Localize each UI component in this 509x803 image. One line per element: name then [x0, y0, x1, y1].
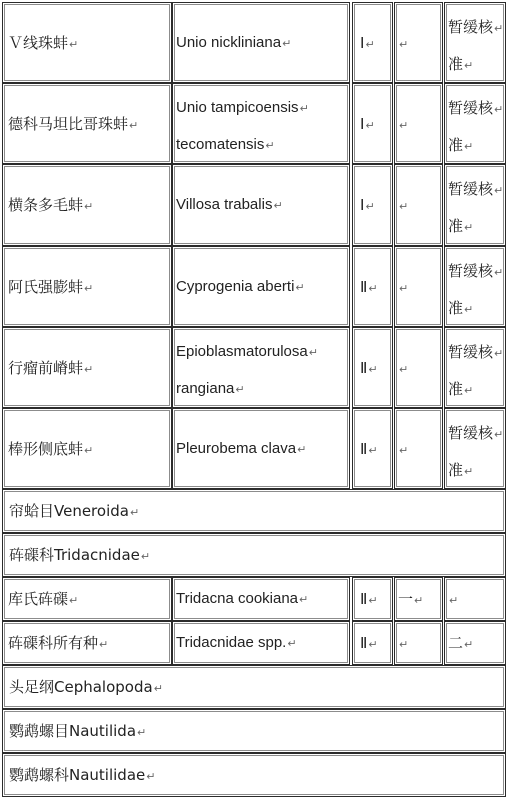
paragraph-mark-icon: ↵ — [365, 38, 375, 51]
paragraph-mark-icon: ↵ — [494, 103, 504, 116]
status-cell — [444, 621, 506, 665]
paragraph-mark-icon: ↵ — [365, 119, 375, 132]
latin-name — [176, 278, 305, 297]
status-value — [448, 136, 473, 156]
paragraph-mark-icon: ↵ — [129, 119, 139, 132]
taxon-label — [9, 766, 155, 786]
status-value — [448, 380, 473, 400]
status-cell — [444, 577, 506, 621]
chinese-name-text: 库氏砗磲 — [8, 590, 69, 608]
paragraph-mark-icon: ↵ — [494, 428, 504, 441]
taxon-cell — [2, 753, 506, 797]
latin-name-cell — [172, 2, 350, 83]
paragraph-mark-icon: ↵ — [399, 200, 409, 213]
taxon-label-text: 鹦鹉螺目Nautilida — [9, 722, 137, 740]
appendix-value-text: Ⅱ — [360, 359, 368, 377]
paragraph-mark-icon: ↵ — [368, 444, 378, 457]
paragraph-mark-icon: ↵ — [399, 38, 409, 51]
paragraph-mark-icon: ↵ — [464, 465, 474, 478]
paragraph-mark-icon: ↵ — [69, 38, 79, 51]
paragraph-mark-icon: ↵ — [449, 594, 459, 607]
status-value-text: 暂缓核 — [448, 99, 494, 117]
taxon-label-text: 帘蛤目Veneroida — [9, 502, 129, 520]
chinese-name-cell — [2, 246, 172, 327]
appendix-value — [360, 440, 378, 460]
paragraph-mark-icon: ↵ — [494, 22, 504, 35]
appendix-cell — [352, 164, 393, 246]
latin-name-text: Cyprogenia aberti — [176, 278, 295, 295]
latin-name-cell — [172, 164, 350, 246]
status-value — [448, 262, 503, 282]
status-value — [448, 461, 473, 481]
protection-level-cell — [394, 327, 443, 408]
status-value-text: 准 — [448, 380, 464, 398]
status-cell — [444, 408, 506, 489]
status-value — [448, 343, 503, 363]
chinese-name-text: 阿氏强膨蚌 — [8, 278, 84, 296]
appendix-value-text: Ⅰ — [360, 34, 365, 52]
paragraph-mark-icon: ↵ — [464, 303, 474, 316]
protection-level — [398, 115, 408, 135]
protection-level — [398, 34, 408, 54]
paragraph-mark-icon: ↵ — [464, 140, 474, 153]
protection-level — [398, 590, 423, 610]
paragraph-mark-icon: ↵ — [464, 221, 474, 234]
appendix-cell — [352, 408, 393, 489]
paragraph-mark-icon: ↵ — [235, 384, 245, 396]
latin-name-text: Pleurobema clava — [176, 440, 297, 457]
status-cell — [444, 246, 506, 327]
paragraph-mark-icon: ↵ — [265, 140, 275, 152]
appendix-value — [360, 278, 378, 298]
chinese-name-cell — [2, 327, 172, 408]
latin-name — [176, 136, 275, 155]
appendix-value-text: Ⅱ — [360, 590, 368, 608]
latin-name-text: Unio tampicoensis — [176, 99, 299, 116]
paragraph-mark-icon: ↵ — [129, 506, 140, 519]
latin-name-text: rangiana — [176, 380, 235, 397]
chinese-name — [8, 634, 108, 654]
protection-level — [398, 196, 408, 216]
paragraph-mark-icon: ↵ — [297, 444, 307, 456]
latin-name-text: Tridacna cookiana — [176, 590, 299, 607]
appendix-value — [360, 590, 378, 610]
protection-level-cell — [394, 577, 443, 621]
status-value — [448, 217, 473, 237]
paragraph-mark-icon: ↵ — [146, 770, 156, 783]
paragraph-mark-icon: ↵ — [69, 594, 79, 607]
status-cell — [444, 327, 506, 408]
chinese-name-text: Ｖ线珠蚌 — [8, 34, 69, 52]
taxon-cell — [2, 709, 506, 753]
latin-name-text: Tridacnidae spp. — [176, 634, 287, 651]
appendix-value-text: Ⅱ — [360, 440, 368, 458]
appendix-cell — [352, 2, 393, 83]
protection-level-cell — [394, 83, 443, 164]
appendix-value — [360, 34, 375, 54]
paragraph-mark-icon: ↵ — [299, 594, 309, 606]
status-cell — [444, 2, 506, 83]
chinese-name-text: 行瘤前嵴蚌 — [8, 359, 84, 377]
appendix-cell — [352, 621, 393, 665]
latin-name — [176, 34, 291, 53]
status-value-text: 准 — [448, 461, 464, 479]
taxon-label — [9, 722, 146, 742]
paragraph-mark-icon: ↵ — [494, 347, 504, 360]
latin-name-text: Epioblasmatorulosa — [176, 343, 308, 360]
status-value — [448, 424, 503, 444]
protection-level-cell — [394, 408, 443, 489]
status-value — [448, 634, 473, 654]
paragraph-mark-icon: ↵ — [464, 638, 474, 651]
paragraph-mark-icon: ↵ — [494, 266, 504, 279]
status-value-text: 暂缓核 — [448, 18, 494, 36]
latin-name — [176, 634, 297, 653]
status-value — [448, 180, 503, 200]
paragraph-mark-icon: ↵ — [84, 282, 94, 295]
appendix-cell — [352, 246, 393, 327]
latin-name — [176, 343, 318, 362]
taxon-label-text: 头足纲Cephalopoda — [9, 678, 153, 696]
latin-name — [176, 196, 283, 215]
chinese-name-text: 棒形侧底蚌 — [8, 440, 84, 458]
latin-name-text: tecomatensis — [176, 136, 265, 153]
chinese-name-cell — [2, 577, 172, 621]
chinese-name-cell — [2, 621, 172, 665]
paragraph-mark-icon: ↵ — [137, 726, 147, 739]
status-value-text: 准 — [448, 217, 464, 235]
status-value — [448, 299, 473, 319]
paragraph-mark-icon: ↵ — [464, 384, 474, 397]
protection-level-cell — [394, 246, 443, 327]
protection-level — [398, 634, 408, 654]
appendix-value — [360, 634, 378, 654]
paragraph-mark-icon: ↵ — [399, 638, 409, 651]
paragraph-mark-icon: ↵ — [84, 363, 94, 376]
chinese-name-text: 砗磲科所有种 — [8, 634, 99, 652]
status-value-text: 准 — [448, 299, 464, 317]
paragraph-mark-icon: ↵ — [494, 184, 504, 197]
paragraph-mark-icon: ↵ — [399, 282, 409, 295]
paragraph-mark-icon: ↵ — [84, 200, 94, 213]
latin-name-text: Unio nickliniana — [176, 34, 282, 51]
paragraph-mark-icon: ↵ — [140, 550, 151, 563]
chinese-name — [8, 440, 93, 460]
latin-name-cell — [172, 621, 350, 665]
latin-name-cell — [172, 408, 350, 489]
chinese-name-cell — [2, 2, 172, 83]
paragraph-mark-icon: ↵ — [368, 594, 378, 607]
paragraph-mark-icon: ↵ — [399, 444, 409, 457]
appendix-value — [360, 196, 375, 216]
status-value-text: 暂缓核 — [448, 180, 494, 198]
status-cell — [444, 83, 506, 164]
taxon-label-text: 鹦鹉螺科Nautilidae — [9, 766, 146, 784]
chinese-name-cell — [2, 408, 172, 489]
taxon-label-text: 砗磲科Tridacnidae — [9, 546, 140, 564]
paragraph-mark-icon: ↵ — [295, 282, 305, 294]
latin-name-cell — [172, 327, 350, 408]
paragraph-mark-icon: ↵ — [368, 638, 378, 651]
paragraph-mark-icon: ↵ — [153, 682, 163, 695]
appendix-value-text: Ⅰ — [360, 115, 365, 133]
appendix-value — [360, 359, 378, 379]
latin-name — [176, 380, 245, 399]
latin-name-cell — [172, 83, 350, 164]
protection-level — [398, 278, 408, 298]
chinese-name — [8, 278, 93, 298]
chinese-name-cell — [2, 164, 172, 246]
protection-level-cell — [394, 164, 443, 246]
status-value-text: 暂缓核 — [448, 343, 494, 361]
protection-level-cell — [394, 2, 443, 83]
chinese-name-text: 横条多毛蚌 — [8, 196, 84, 214]
latin-name — [176, 99, 309, 118]
latin-name — [176, 440, 306, 459]
taxon-label — [9, 546, 150, 566]
taxon-label — [9, 678, 163, 698]
status-value — [448, 590, 458, 610]
latin-name — [176, 590, 308, 609]
paragraph-mark-icon: ↵ — [99, 638, 109, 651]
chinese-name — [8, 34, 78, 54]
status-value — [448, 55, 473, 75]
taxon-cell — [2, 665, 506, 709]
paragraph-mark-icon: ↵ — [308, 347, 318, 359]
status-value-text: 准 — [448, 136, 464, 154]
chinese-name — [8, 359, 93, 379]
latin-name-cell — [172, 577, 350, 621]
status-value-text: 准 — [448, 55, 464, 73]
paragraph-mark-icon: ↵ — [368, 363, 378, 376]
paragraph-mark-icon: ↵ — [399, 363, 409, 376]
protection-level — [398, 359, 408, 379]
appendix-value-text: Ⅰ — [360, 196, 365, 214]
chinese-name — [8, 115, 138, 135]
status-value-text: 暂缓核 — [448, 424, 494, 442]
protection-level — [398, 440, 408, 460]
status-value-text: 二 — [448, 634, 464, 652]
paragraph-mark-icon: ↵ — [414, 594, 424, 607]
taxon-label — [9, 502, 139, 522]
protection-level-text: 一 — [398, 590, 414, 608]
chinese-name — [8, 590, 78, 610]
latin-name-cell — [172, 246, 350, 327]
paragraph-mark-icon: ↵ — [299, 103, 309, 115]
paragraph-mark-icon: ↵ — [368, 282, 378, 295]
status-cell — [444, 164, 506, 246]
chinese-name-text: 德科马坦比哥珠蚌 — [8, 115, 129, 133]
appendix-value-text: Ⅱ — [360, 634, 368, 652]
chinese-name-cell — [2, 83, 172, 164]
paragraph-mark-icon: ↵ — [464, 59, 474, 72]
status-value — [448, 99, 503, 119]
appendix-value — [360, 115, 375, 135]
paragraph-mark-icon: ↵ — [273, 200, 283, 212]
paragraph-mark-icon: ↵ — [84, 444, 94, 457]
appendix-cell — [352, 83, 393, 164]
taxon-cell — [2, 489, 506, 533]
appendix-cell — [352, 327, 393, 408]
paragraph-mark-icon: ↵ — [282, 38, 292, 50]
protection-level-cell — [394, 621, 443, 665]
taxon-cell — [2, 533, 506, 577]
paragraph-mark-icon: ↵ — [399, 119, 409, 132]
status-value — [448, 18, 503, 38]
paragraph-mark-icon: ↵ — [287, 638, 297, 650]
chinese-name — [8, 196, 93, 216]
appendix-cell — [352, 577, 393, 621]
status-value-text: 暂缓核 — [448, 262, 494, 280]
latin-name-text: Villosa trabalis — [176, 196, 273, 213]
appendix-value-text: Ⅱ — [360, 278, 368, 296]
paragraph-mark-icon: ↵ — [365, 200, 375, 213]
